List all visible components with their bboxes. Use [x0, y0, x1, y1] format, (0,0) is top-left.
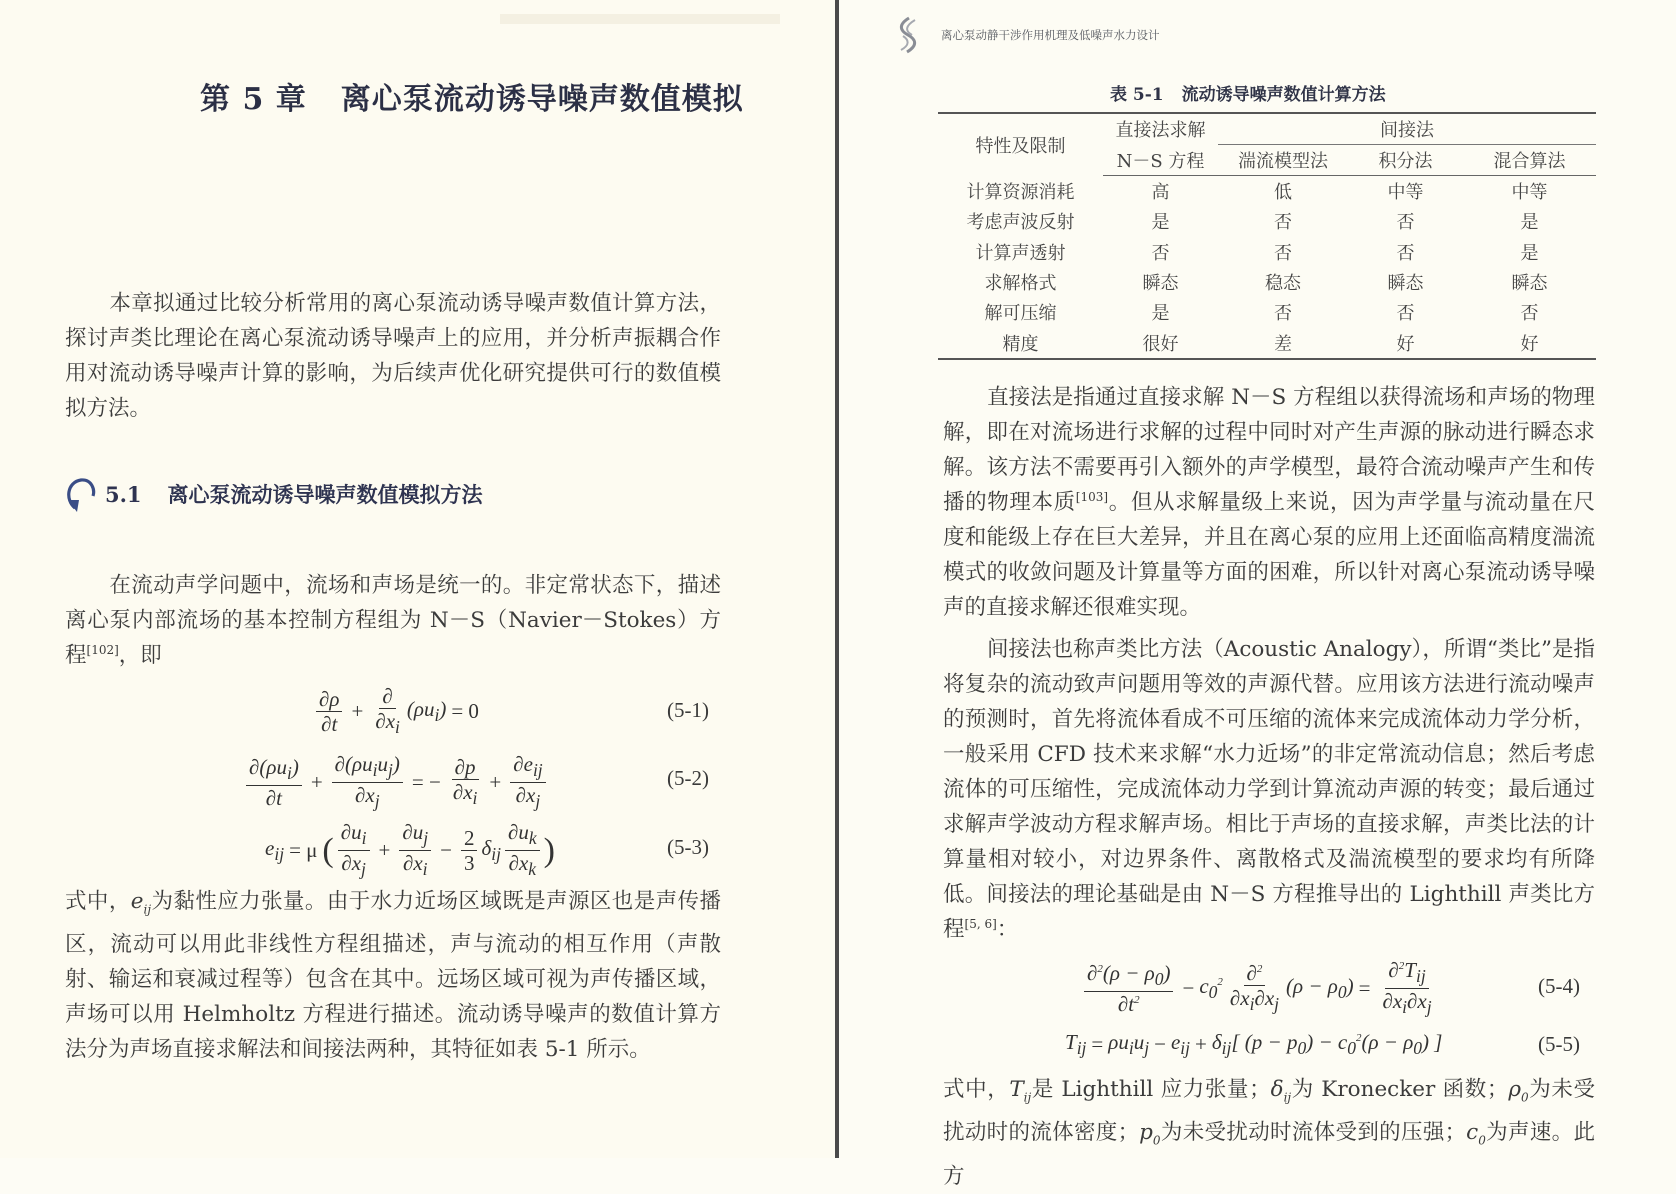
cell: 中等: [1387, 182, 1424, 204]
cell: 否: [1396, 212, 1415, 234]
table-row: [938, 206, 1596, 236]
cell: 很好: [1103, 327, 1218, 358]
var-p0: $p_0$: [1139, 1120, 1161, 1148]
citation: [102]: [86, 642, 119, 657]
left-page: [0, 0, 837, 1158]
page-gutter-divider: [835, 0, 839, 1158]
cell: 中等: [1511, 182, 1548, 204]
cell: 是: [1151, 303, 1170, 325]
cell: 计算资源消耗: [966, 181, 1075, 203]
stress-paragraph: [65, 884, 721, 1067]
section-number: 5.1: [105, 481, 142, 507]
cell: 是: [1151, 212, 1170, 234]
cell: 求解格式: [984, 273, 1057, 295]
header-col: 混合算法: [1463, 145, 1596, 176]
expl-pre: 式中，: [943, 1077, 1010, 1102]
cell: 精度: [938, 327, 1103, 358]
table-row: [938, 176, 1596, 207]
direct-text-a: 直接法是指通过直接求解 N－S 方程组以获得流场和声场的物理解，即在对流场进行求解的过程中同时对产生声源的脉动进行瞬态求解。该方法不需要再引入额外的声学模型，最符合流动噪声产生和传播的物理本质: [943, 385, 1595, 515]
cell: 是: [1520, 212, 1539, 234]
equation-number: (5-5): [1538, 1032, 1580, 1056]
citation: [5, 6]: [964, 916, 997, 931]
section-arrow-icon: [65, 474, 99, 514]
intro-paragraph: [65, 286, 721, 426]
citation: [103]: [1075, 489, 1109, 504]
cell: 否: [1151, 242, 1170, 264]
cell: 解可压缩: [984, 303, 1057, 325]
equation-5-4: $\frac{\partial^2(\rho - \rho_0)}{\partial t^2}$ − $c_0^2$ $\frac{\partial^2}{\partial x_i\partial x_j}$ $(\rho - \rho_0)$ = $\frac{\partial^2T_{ij}}{\partial x_i\partial x_j}$: [1080, 958, 1439, 1019]
intro-text: 本章拟通过比较分析常用的离心泵流动诱导噪声数值计算方法，探讨声类比理论在离心泵流动诱导噪声上的应用，并分析声振耦合作用对流动诱导噪声计算的影响，为后续声优化研究提供可行的数值模拟方法。: [65, 291, 721, 421]
ns-text: 在流动声学问题中，流场和声场是统一的。非定常状态下，描述离心泵内部流场的基本控制方程组为 N－S（Navier－Stokes）方程: [65, 573, 721, 668]
cell: 低: [1274, 182, 1292, 204]
expl-seg: 为声速。此方: [943, 1120, 1595, 1189]
equation-5-1: $\frac{\partial\rho}{\partial t}$ + $\frac{\partial}{\partial x_i}$ $(\rho u_i)$ = 0: [312, 684, 484, 739]
table-row: [938, 327, 1596, 358]
stress-text: 为黏性应力张量。由于水力近场区域既是声源区也是声传播区，流动可以用此非线性方程组描述，声与流动的相互作用（声散射、输运和衰减过程等）包含在其中。远场区域可视为声传播区域，声场可以用 Helmholtz 方程进行描述。流动诱导噪声的数值计算方法分为声场直接求解法和间接法两种，其特征如表 5-1 所示。: [65, 889, 721, 1063]
cell: 高: [1151, 182, 1170, 204]
cell: 否: [1274, 242, 1292, 264]
expl-seg: 为 Kronecker 函数；: [1291, 1077, 1509, 1102]
table-title: 流动诱导噪声数值计算方法: [1181, 85, 1386, 105]
cell: 瞬态: [1387, 273, 1424, 295]
equation-5-5: $T_{ij}$ = $\rho u_iu_j$ − $e_{ij}$ + $\delta_{ij}$[ $(p - p_0) - c_0^2(\rho - \rho_0)$ ]: [1065, 1030, 1443, 1059]
cell: 好: [1463, 327, 1596, 358]
header-col: 积分法: [1348, 145, 1463, 176]
running-head: [895, 16, 1160, 54]
equation-number: (5-2): [667, 766, 709, 790]
header-indirect-group: 间接法: [1218, 113, 1596, 145]
cell: 稳态: [1265, 273, 1301, 295]
ns-paragraph: [65, 568, 721, 673]
equation-number: (5-3): [667, 835, 709, 859]
expl-seg: 是 Lighthill 应力张量；: [1031, 1077, 1271, 1102]
cell: 否: [1520, 303, 1539, 325]
chapter-title: [200, 74, 744, 118]
equation-5-3: $e_{ij}$ = μ ( $\frac{\partial u_i}{\partial x_j}$ + $\frac{\partial u_j}{\partial x_i}$ − $\frac{2}{3}$ $\delta_{ij}$ $\frac{\partial u_k}{\partial x_k}$ ): [265, 820, 555, 880]
table-row: [938, 297, 1596, 327]
header-direct-group: 直接法求解: [1103, 113, 1218, 145]
cell: 否: [1274, 303, 1292, 325]
equation-number: (5-4): [1538, 974, 1580, 998]
cell: 差: [1218, 327, 1348, 358]
ns-tail: ，即: [118, 643, 162, 668]
cell: 是: [1520, 242, 1539, 264]
var-rho0: $\rho_0$: [1508, 1077, 1529, 1105]
expl-seg: 为未受扰动时的流体密度；: [943, 1077, 1595, 1146]
stress-pre: 式中，: [65, 889, 131, 914]
var-e: $e_{ij}$: [130, 889, 152, 917]
table-number: 表 5-1: [1110, 85, 1164, 105]
direct-method-paragraph: [943, 380, 1595, 625]
table-caption: [1110, 80, 1386, 105]
chapter-title-text: 离心泵流动诱导噪声数值模拟: [340, 82, 744, 117]
cell: 瞬态: [1511, 273, 1548, 295]
indirect-text-b: ：: [996, 917, 1019, 942]
var-T: $T_{ij}$: [1009, 1077, 1032, 1105]
cell: 否: [1396, 242, 1415, 264]
indirect-text-a: 间接法也称声类比方法（Acoustic Analogy），所谓“类比”是指将复杂的流动致声问题用等效的声源代替。应用该方法进行流动噪声的预测时，首先将流体看成不可压缩的流体来完成流体动力学分析，一般采用 CFD 技术来求解“水力近场”的非定常流动信息；然后考虑流体的可压缩性，完成流体动力学到计算流动声源的转变；最后通过求解声学波动方程求解声场。相比于声场的直接求解，声类比法的计算量相对较小，对边界条件、离散格式及湍流模型的要求均有所降低。间接法的理论基础是由 N－S 方程推导出的 Lighthill 声类比方程: [943, 637, 1595, 942]
var-c0: $c_0$: [1466, 1120, 1486, 1148]
header-col: N－S 方程: [1103, 145, 1218, 176]
equation-number: (5-1): [667, 698, 709, 722]
direct-text-b: 。但从求解量级上来说，因为声学量与流动量在尺度和能级上存在巨大差异，并且在离心泵的应用上还面临高精度湍流模式的收敛问题及计算量等方面的困难，所以针对离心泵流动诱导噪声的直接求解还很难实现。: [943, 490, 1595, 620]
equation-5-2: $\frac{\partial(\rho u_i)}{\partial t}$ + $\frac{\partial(\rho u_iu_j)}{\partial x_j}$ = − $\frac{\partial p}{\partial x_i}$ + $\frac{\partial e_{ij}}{\partial x_j}$: [242, 752, 550, 813]
table-row: [938, 237, 1596, 267]
running-head-text: 离心泵动静干涉作用机理及低噪声水力设计: [941, 28, 1160, 42]
header-col: 湍流模型法: [1218, 145, 1348, 176]
section-title: 离心泵流动诱导噪声数值模拟方法: [167, 482, 483, 507]
cell: 否: [1396, 303, 1415, 325]
chapter-number: 第 5 章: [200, 82, 307, 117]
methods-table: [938, 112, 1596, 360]
cell: 好: [1348, 327, 1463, 358]
expl-seg: 为未受扰动时流体受到的压强；: [1160, 1120, 1467, 1146]
section-heading: [65, 474, 483, 514]
indirect-method-paragraph: [943, 632, 1595, 947]
bleed-through-header: [500, 14, 780, 24]
cell: 否: [1274, 212, 1292, 234]
table-row: [938, 267, 1596, 297]
header-feature: 特性及限制: [938, 113, 1103, 176]
cell: 瞬态: [1142, 273, 1179, 295]
lighthill-explanation-paragraph: [943, 1072, 1595, 1194]
publisher-logo-icon: [895, 16, 921, 54]
cell: 考虑声波反射: [966, 212, 1075, 234]
cell: 计算声透射: [975, 242, 1066, 264]
var-delta: $\delta_{ij}$: [1270, 1077, 1292, 1105]
